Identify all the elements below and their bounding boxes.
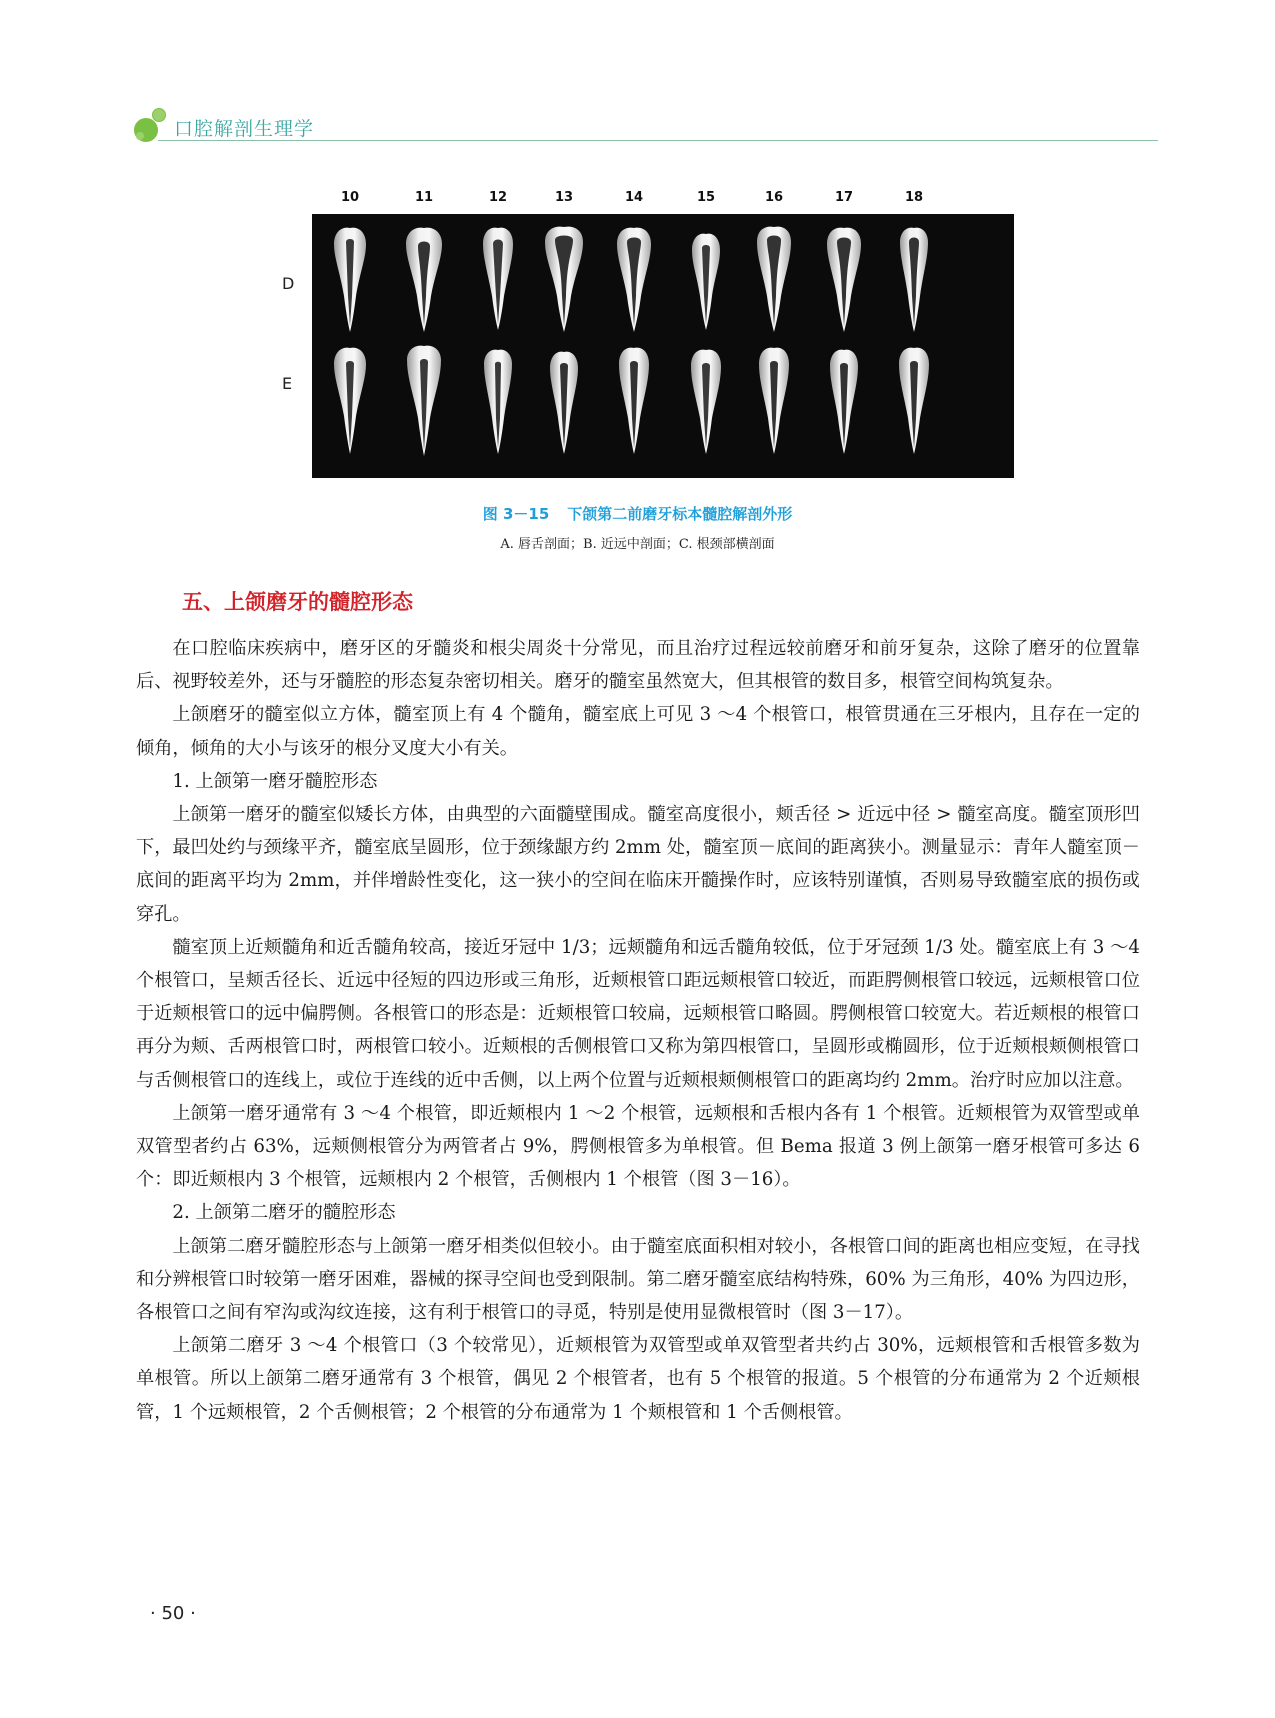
figure-caption-subtitle: A. 唇舌剖面；B. 近远中剖面；C. 根颈部横剖面	[500, 537, 775, 552]
tooth-section-e-18	[899, 348, 929, 454]
tooth-section-d-10	[334, 228, 366, 332]
column-label: 16	[764, 190, 784, 205]
figure-3-15	[268, 184, 1028, 484]
column-label: 15	[696, 190, 716, 205]
logo-dot-tiny-icon	[136, 132, 144, 140]
paragraph: 髓室顶上近颊髓角和近舌髓角较高，接近牙冠中 1/3；远颊髓角和远舌髓角较低，位于牙冠颈 1/3 处。髓室底上有 3 ～4 个根管口，呈颊舌径长、近远中径短的四边形或三角形，近颊根管口距远颊根管口较近，而距腭侧根管口较远，远颊根管口位于近颊根管口的远中偏腭侧。各根管口的形态是：近颊根管口较扁，远颊根管口略圆。腭侧根管口较宽大。若近颊根的根管口再分为颊、舌两根管口时，两根管口较小。近颊根的舌侧根管口又称为第四根管口，呈圆形或椭圆形，位于近颊根颊侧根管口与舌侧根管口的连线上，或位于连线的近中舌侧，以上两个位置与近颊根颊侧根管口的距离均约 2mm。治疗时应加以注意。	[136, 936, 1140, 1091]
figure-title: 下颌第二前磨牙标本髓腔解剖外形	[567, 505, 793, 523]
figure-caption-title	[0, 503, 1275, 524]
tooth-section-d-15	[692, 234, 720, 330]
tooth-section-e-14	[619, 348, 649, 454]
tooth-section-e-13	[550, 352, 578, 454]
header-rule	[158, 140, 1158, 141]
book-title: 口腔解剖生理学	[174, 118, 315, 140]
tooth-section-d-18	[900, 228, 928, 332]
paragraph: 上颌磨牙的髓室似立方体，髓室顶上有 4 个髓角，髓室底上可见 3 ～4 个根管口，根管贯通在三牙根内，且存在一定的倾角，倾角的大小与该牙的根分叉度大小有关。	[136, 704, 1140, 759]
tooth-row-d	[334, 227, 928, 332]
tooth-section-e-15	[691, 350, 721, 454]
tooth-row-e	[334, 346, 929, 456]
page-number: · 50 ·	[150, 1603, 196, 1624]
tooth-section-d-12	[483, 228, 513, 330]
running-header	[128, 104, 1148, 144]
row-label-d: D	[282, 274, 295, 293]
column-label: 13	[554, 190, 574, 205]
paragraph: 在口腔临床疾病中，磨牙区的牙髓炎和根尖周炎十分常见，而且治疗过程远较前磨牙和前牙复杂，这除了磨牙的位置靠后、视野较差外，还与牙髓腔的形态复杂密切相关。磨牙的髓室虽然宽大，但其根管的数目多，根管空间构筑复杂。	[136, 638, 1140, 693]
paragraph: 上颌第二磨牙髓腔形态与上颌第一磨牙相类似但较小。由于髓室底面积相对较小，各根管口间的距离也相应变短，在寻找和分辨根管口时较第一磨牙困难，器械的探寻空间也受到限制。第二磨牙髓室底结构特殊，60% 为三角形，40% 为四边形，各根管口之间有窄沟或沟纹连接，这有利于根管口的寻觅，特别是使用显微根管时（图 3－17）。	[136, 1235, 1140, 1324]
tooth-section-e-11	[407, 346, 441, 456]
tooth-sections-graphic	[312, 214, 1014, 478]
paragraph: 上颌第二磨牙 3 ～4 个根管口（3 个较常见），近颊根管为双管型或单双管型者共约占 30%，远颊根管和舌根管多数为单根管。所以上颌第二磨牙通常有 3 个根管，偶见 2 个根管者，也有 5 个根管的报道。5 个根管的分布通常为 2 个近颊根管，1 个远颊根管，2 个舌侧根管；2 个根管的分布通常为 1 个颊根管和 1 个舌侧根管。	[136, 1335, 1140, 1423]
subsection-heading: 1. 上颌第一磨牙髓腔形态	[172, 770, 378, 792]
tooth-section-e-12	[484, 350, 512, 454]
tooth-section-d-11	[406, 228, 442, 332]
column-label: 12	[488, 190, 508, 205]
figure-number: 图 3－15	[482, 505, 550, 523]
tooth-section-e-10	[334, 348, 366, 454]
tooth-section-d-13	[545, 227, 583, 332]
column-label: 10	[340, 190, 360, 205]
column-label: 18	[904, 190, 924, 205]
paragraph: 上颌第一磨牙通常有 3 ～4 个根管，即近颊根内 1 ～2 个根管，远颊根和舌根内各有 1 个根管。近颊根管为双管型或单双管型者约占 63%，远颊侧根管分为两管者占 9%，腭侧根管多为单根管。但 Bema 报道 3 例上颌第一磨牙根管可多达 6 个：即近颊根内 3 个根管，远颊根内 2 个根管，舌侧根内 1 个根管（图 3－16）。	[136, 1102, 1140, 1191]
tooth-section-d-14	[617, 228, 651, 332]
subsection-heading: 2. 上颌第二磨牙的髓腔形态	[172, 1202, 396, 1224]
column-label: 14	[624, 190, 644, 205]
tooth-section-e-17	[830, 350, 858, 454]
row-label-e: E	[282, 374, 293, 393]
logo-dot-small-icon	[152, 108, 166, 122]
tooth-section-d-17	[827, 228, 861, 332]
column-labels	[312, 190, 1012, 208]
section-heading: 五、上颌磨牙的髓腔形态	[182, 590, 413, 614]
column-label: 17	[834, 190, 854, 205]
tooth-section-image	[312, 214, 1014, 478]
body-text	[136, 632, 1140, 1429]
paragraph: 上颌第一磨牙的髓室似矮长方体，由典型的六面髓壁围成。髓室高度很小，颊舌径 > 近远中径 > 髓室高度。髓室顶形凹下，最凹处约与颈缘平齐，髓室底呈圆形，位于颈缘龈方约 2mm 处，髓室顶－底间的距离狭小。测量显示：青年人髓室顶－底间的距离平均为 2mm，并伴增龄性变化，这一狭小的空间在临床开髓操作时，应该特别谨慎，否则易导致髓室底的损伤或穿孔。	[136, 804, 1140, 925]
tooth-section-e-16	[759, 348, 789, 454]
column-label: 11	[414, 190, 434, 205]
tooth-section-d-16	[757, 227, 791, 332]
